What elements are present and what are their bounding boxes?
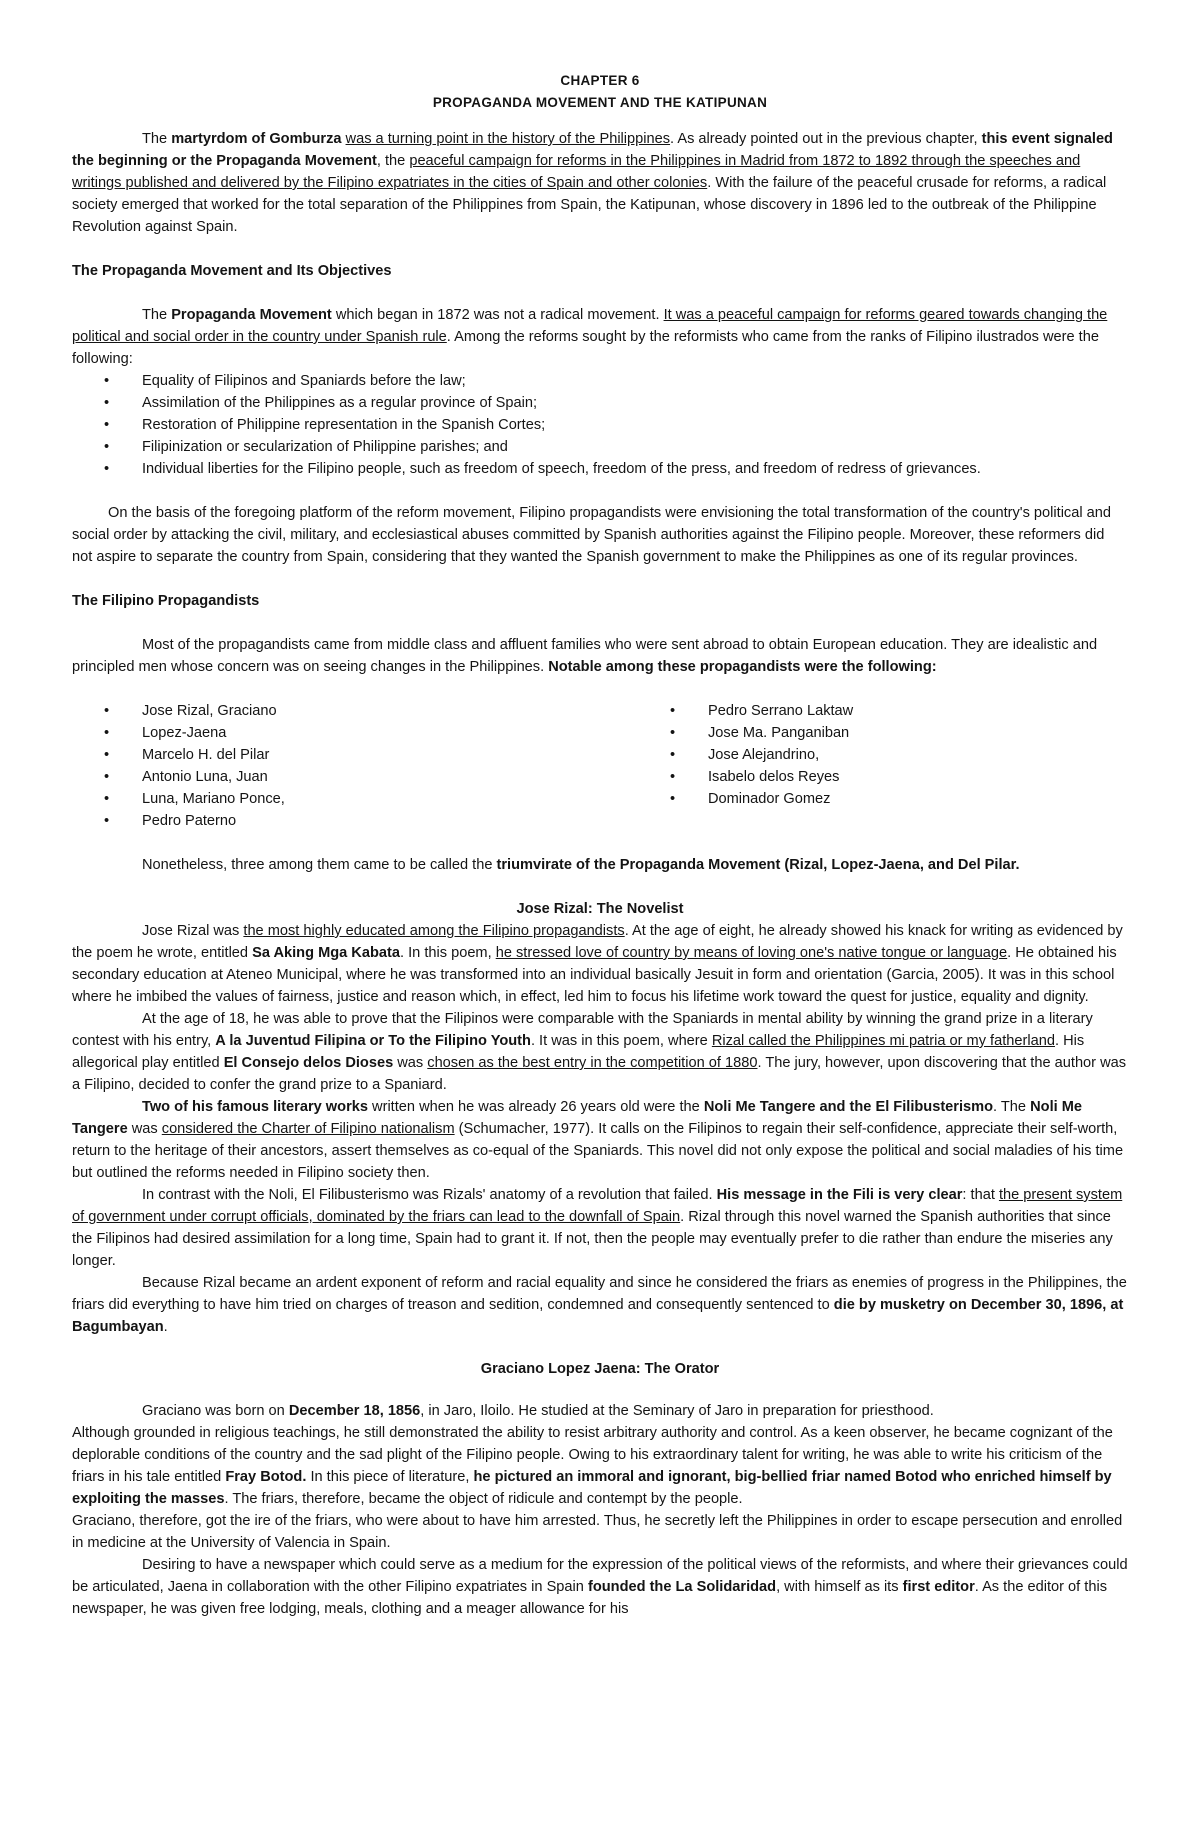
body-text: . Among the reforms sought by the reformists who came from the ranks of Filipino ilustrados were the following:	[72, 329, 1099, 367]
propagandist-list-item: • Isabelo delos Reyes	[638, 766, 1128, 788]
body-text: written when he was already 26 years old were the	[367, 1099, 704, 1115]
platform-paragraph	[72, 502, 1128, 568]
body-text: In contrast with the Noli, El Filibusterismo was Rizals' anatomy of a revolution that failed.	[142, 1187, 717, 1203]
rizal-paragraph-3	[72, 1096, 1128, 1184]
jaena-paragraph-3	[72, 1510, 1128, 1554]
intro-paragraph	[72, 128, 1128, 238]
propagandists-left-list	[72, 700, 638, 832]
propagandists-left-column	[72, 700, 638, 832]
body-text: . The jury, however, upon discovering that the author was a Filipino, decided to confer the grand prize to a Spaniard.	[72, 1055, 1127, 1093]
bold-text: A la Juventud Filipina or To the Filipino Youth	[215, 1033, 531, 1049]
objectives-paragraph	[72, 304, 1128, 370]
body-text: . He obtained his secondary education at Ateneo Municipal, where he was transformed into an individual basically Jesuit in form and orientation (Garcia, 2005). It was in this school where he imbibed the values of fairness, justice and reason which, in effect, led him to focus his lifetime work toward the quest for justice, equality and dignity.	[72, 945, 1117, 1005]
bold-text: first editor	[902, 1579, 975, 1595]
body-text: At the age of 18, he was able to prove that the Filipinos were comparable with the Spaniards in mental ability by winning the grand prize in a literary contest with his entry,	[72, 1011, 1093, 1049]
rizal-paragraph-4	[72, 1184, 1128, 1272]
body-text: .	[163, 1319, 168, 1335]
body-text: was	[393, 1055, 428, 1071]
body-text: The	[142, 307, 172, 323]
bold-text: El Consejo delos Dioses	[223, 1055, 394, 1071]
underlined-text: was a turning point in the history of the Philippines	[345, 131, 671, 147]
body-text: . The friars, therefore, became the object of ridicule and contempt by the people.	[224, 1491, 743, 1507]
body-text: : that	[962, 1187, 999, 1203]
reform-list-item: • Individual liberties for the Filipino people, such as freedom of speech, freedom of the press, and freedom of redress of grievances.	[72, 458, 1128, 480]
bold-text: triumvirate of the Propaganda Movement (Rizal, Lopez-Jaena, and Del Pilar.	[496, 857, 1020, 873]
propagandists-paragraph	[72, 634, 1128, 678]
section-heading-rizal: Jose Rizal: The Novelist	[516, 901, 684, 917]
bold-text: martyrdom of Gomburza	[171, 131, 342, 147]
underlined-text: Rizal called the Philippines mi patria or my fatherland	[711, 1033, 1055, 1049]
body-text: was	[127, 1121, 162, 1137]
propagandist-list-item: • Dominador Gomez	[638, 788, 1128, 810]
bold-text: Noli Me Tangere and the El Filibusterismo	[703, 1099, 994, 1115]
document-page	[72, 70, 1128, 1620]
propagandist-list-item: • Pedro Paterno	[72, 810, 638, 832]
bold-text: Noli Me Tangere	[72, 1099, 1082, 1137]
triumvirate-paragraph	[72, 854, 1128, 876]
underlined-text: the most highly educated among the Filipino propagandists	[243, 923, 625, 939]
jaena-paragraph-1	[72, 1400, 1128, 1422]
chapter-title: PROPAGANDA MOVEMENT AND THE KATIPUNAN	[432, 95, 768, 110]
body-text: Graciano, therefore, got the ire of the friars, who were about to have him arrested. Thus, he secretly left the Philippines in order to escape persecution and enrolled in medicine at the University of Valencia in Spain.	[72, 1513, 1123, 1551]
section-heading-jaena: Graciano Lopez Jaena: The Orator	[480, 1361, 720, 1377]
propagandist-list-item: • Luna, Mariano Ponce,	[72, 788, 638, 810]
body-text: Jose Rizal was	[142, 923, 244, 939]
body-text: Desiring to have a newspaper which could serve as a medium for the expression of the political views of the reformists, and where their grievances could be articulated, Jaena in collaboration with the other Filipino expatriates in Spain	[72, 1557, 1128, 1595]
reform-list-item: • Filipinization or secularization of Philippine parishes; and	[72, 436, 1128, 458]
reform-list-item: • Restoration of Philippine representation in the Spanish Cortes;	[72, 414, 1128, 436]
underlined-text: peaceful campaign for reforms in the Philippines in Madrid from 1872 to 1892 through the speeches and writings published and delivered by the Filipino expatriates in the cities of Spain and other colonies	[72, 153, 1081, 191]
body-text: . It was in this poem, where	[530, 1033, 712, 1049]
bold-text: Notable among these propagandists were the following:	[548, 659, 937, 675]
body-text: (Schumacher, 1977). It calls on the Filipinos to regain their self-confidence, appreciate their self-worth, return to the heritage of their ancestors, assert themselves as co-equal of the Spaniards. This novel did not only expose the political and social maladies of his time but outlined the reforms needed in Filipino society then.	[72, 1121, 1124, 1181]
reform-list-item: • Assimilation of the Philippines as a regular province of Spain;	[72, 392, 1128, 414]
rizal-paragraph-2	[72, 1008, 1128, 1096]
propagandist-list-item: • Marcelo H. del Pilar	[72, 744, 638, 766]
body-text: Graciano was born on	[142, 1403, 289, 1419]
body-text: , the	[376, 153, 410, 169]
underlined-text: the present system of government under corrupt officials, dominated by the friars can lead to the downfall of Spain	[72, 1187, 1123, 1225]
body-text: . As already pointed out in the previous chapter,	[670, 131, 982, 147]
body-text: . In this poem,	[399, 945, 496, 961]
bold-text: December 18, 1856	[288, 1403, 421, 1419]
underlined-text: It was a peaceful campaign for reforms geared towards changing the political and social order in the country under Spanish rule	[72, 307, 1108, 345]
bold-text: this event signaled the beginning or the Propaganda Movement	[72, 131, 1113, 169]
section-heading-objectives: The Propaganda Movement and Its Objectives	[72, 263, 392, 279]
bold-text: die by musketry on December 30, 1896, at Bagumbayan	[72, 1297, 1124, 1335]
propagandists-list	[72, 700, 1128, 832]
body-text: . His allegorical play entitled	[72, 1033, 1085, 1071]
body-text: Although grounded in religious teachings, he still demonstrated the ability to resist arbitrary authority and control. As a keen observer, he became cognizant of the deplorable conditions of the country and the sad plight of the Filipino people. Owing to his extraordinary talent for writing, he was able to write his criticism of the friars in his tale entitled	[72, 1425, 1113, 1485]
chapter-number: CHAPTER 6	[560, 73, 640, 88]
reforms-list	[72, 370, 1128, 480]
propagandist-list-item: • Pedro Serrano Laktaw	[638, 700, 1128, 722]
bold-text: Two of his famous literary works	[142, 1099, 368, 1115]
rizal-paragraph-1	[72, 920, 1128, 1008]
bold-text: Propaganda Movement	[171, 307, 332, 323]
propagandist-list-item: • Jose Ma. Panganiban	[638, 722, 1128, 744]
propagandist-list-item: • Jose Alejandrino,	[638, 744, 1128, 766]
section-heading-propagandists: The Filipino Propagandists	[72, 593, 260, 609]
underlined-text: chosen as the best entry in the competition of 1880	[427, 1055, 758, 1071]
rizal-paragraph-5	[72, 1272, 1128, 1338]
propagandist-list-item: • Jose Rizal, Graciano	[72, 700, 638, 722]
body-text: , in Jaro, Iloilo. He studied at the Seminary of Jaro in preparation for priesthood.	[420, 1403, 934, 1419]
propagandists-right-list	[638, 700, 1128, 810]
underlined-text: considered the Charter of Filipino nationalism	[161, 1121, 455, 1137]
body-text: In this piece of literature,	[306, 1469, 474, 1485]
propagandists-right-column	[638, 700, 1128, 832]
body-text: Nonetheless, three among them came to be called the	[142, 857, 497, 873]
reform-list-item: • Equality of Filipinos and Spaniards before the law;	[72, 370, 1128, 392]
jaena-paragraph-4	[72, 1554, 1128, 1620]
propagandist-list-item: • Antonio Luna, Juan	[72, 766, 638, 788]
underlined-text: he stressed love of country by means of loving one's native tongue or language	[495, 945, 1008, 961]
propagandist-list-item: • Lopez-Jaena	[72, 722, 638, 744]
body-text: . As the editor of this newspaper, he was given free lodging, meals, clothing and a meager allowance for his	[72, 1579, 1107, 1617]
body-text: . At the age of eight, he already showed his knack for writing as evidenced by the poem he wrote, entitled	[72, 923, 1123, 961]
body-text: . With the failure of the peaceful crusade for reforms, a radical society emerged that worked for the total separation of the Philippines from Spain, the Katipunan, whose discovery in 1896 led to the outbreak of the Philippine Revolution against Spain.	[72, 175, 1107, 235]
body-text: Most of the propagandists came from middle class and affluent families who were sent abroad to obtain European education. They are idealistic and principled men whose concern was on seeing changes in the Philippines.	[72, 637, 1098, 675]
bold-text: His message in the Fili is very clear	[716, 1187, 963, 1203]
jaena-paragraph-2	[72, 1422, 1128, 1510]
body-text: , with himself as its	[776, 1579, 903, 1595]
body-text: The	[142, 131, 172, 147]
body-text: . The	[993, 1099, 1031, 1115]
body-text: . Rizal through this novel warned the Spanish authorities that since the Filipinos had desired assimilation for a long time, Spain had to grant it. If not, then the people may eventually prefer to die rather than endure the miseries any longer.	[72, 1209, 1113, 1269]
bold-text: he pictured an immoral and ignorant, big-bellied friar named Botod who enriched himself by exploiting the masses	[72, 1469, 1112, 1507]
bold-text: founded the La Solidaridad	[587, 1579, 777, 1595]
bold-text: Sa Aking Mga Kabata	[252, 945, 400, 961]
body-text: Because Rizal became an ardent exponent of reform and racial equality and since he considered the friars as enemies of progress in the Philippines, the friars did everything to have him tried on charges of treason and sedition, condemned and consequently sentenced to	[72, 1275, 1127, 1313]
body-text: On the basis of the foregoing platform of the reform movement, Filipino propagandists were envisioning the total transformation of the country's political and social order by attacking the civil, military, and ecclesiastical abuses committed by Spanish authorities against the Filipino people. Moreover, these reformers did not aspire to separate the country from Spain, considering that they wanted the Spanish government to make the Philippines as one of its regular provinces.	[72, 505, 1111, 565]
bold-text: Fray Botod.	[225, 1469, 307, 1485]
body-text: which began in 1872 was not a radical movement.	[331, 307, 664, 323]
